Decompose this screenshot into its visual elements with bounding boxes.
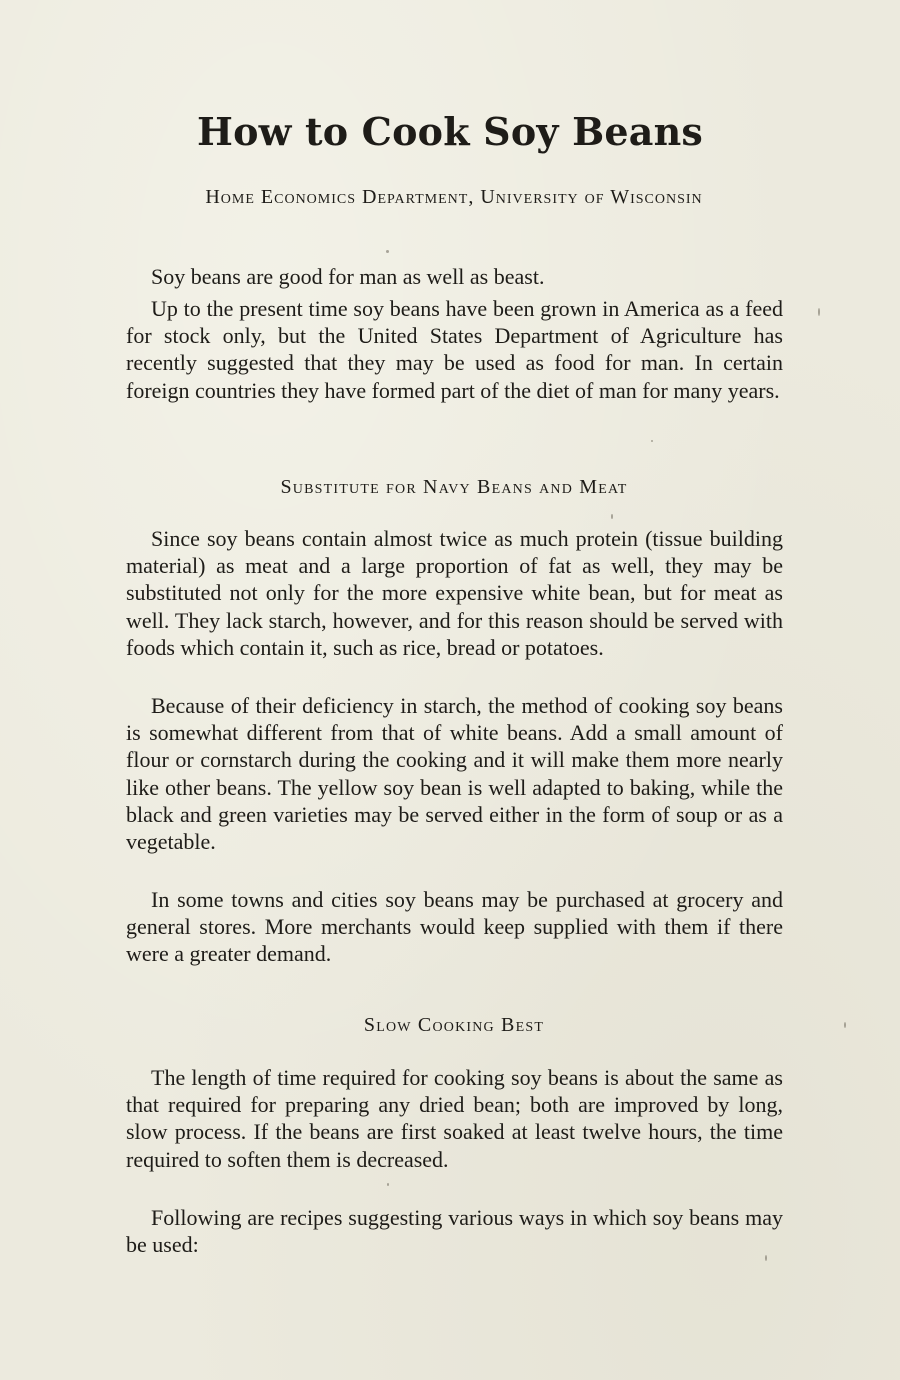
paper-speck xyxy=(818,308,820,316)
paper-speck xyxy=(611,514,613,519)
section-heading-substitute: Substitute for Navy Beans and Meat xyxy=(280,476,628,498)
paper-speck xyxy=(844,1022,846,1028)
slow-cooking-paragraph-2: Following are recipes suggesting various ways in which soy beans may be used: xyxy=(126,1205,783,1258)
substitute-paragraph-2: Because of their deficiency in starch, the method of cooking soy beans is somewhat different from that of white beans. Add a small amount of flour or cornstarch during the cooking and it will make them more nearly like other beans. The yellow soy bean is well adapted to baking, while the black and green varieties may be served either in the form of soup or as a vegetable. xyxy=(126,693,783,855)
department-byline: Home Economics Department, University of Wisconsin xyxy=(205,186,703,208)
intro-paragraph-2: Up to the present time soy beans have been grown in America as a feed for stock only, but the United States Department of Agriculture has recently suggested that they may be used as food for man. In certain foreign countries they have formed part of the diet of man for many years. xyxy=(126,296,783,403)
section-heading-slow-cooking: Slow Cooking Best xyxy=(363,1014,545,1036)
substitute-paragraph-1: Since soy beans contain almost twice as much protein (tissue building material) as meat and a large proportion of fat as well, they may be substituted not only for the more expensive white bean, but for meat as well. They lack starch, however, and for this reason should be served with foods which contain it, such as rice, bread or potatoes. xyxy=(126,526,783,660)
substitute-paragraph-3: In some towns and cities soy beans may be purchased at grocery and general stores. More merchants would keep supplied with them if there were a greater demand. xyxy=(126,887,783,967)
paper-speck xyxy=(387,1183,389,1186)
paper-speck xyxy=(765,1255,767,1261)
intro-paragraph-1: Soy beans are good for man as well as beast. xyxy=(151,264,545,289)
paper-speck xyxy=(651,440,653,442)
slow-cooking-paragraph-1: The length of time required for cooking soy beans is about the same as that required for preparing any dried bean; both are improved by long, slow process. If the beans are first soaked at least twelve hours, the time required to soften them is decreased. xyxy=(126,1065,783,1172)
page-title: How to Cook Soy Beans xyxy=(196,109,704,154)
paper-speck xyxy=(386,250,389,253)
